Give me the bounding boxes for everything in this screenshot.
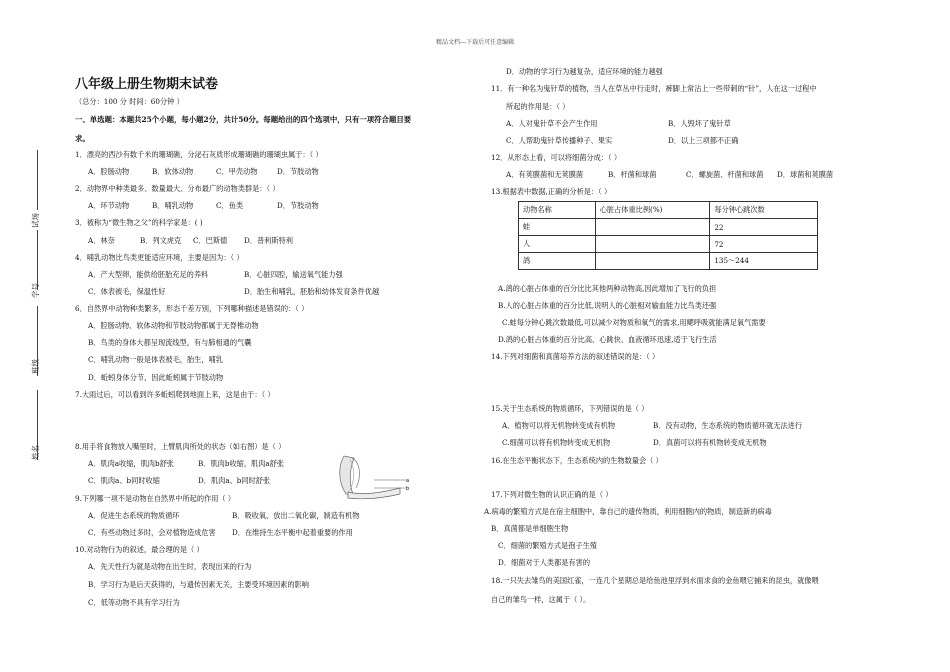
binding-line: [37, 230, 38, 290]
data-table: [518, 201, 818, 270]
table-cell: 鸽: [519, 253, 596, 270]
figure-label-b: b: [406, 486, 410, 492]
table-cell: 135～244: [710, 253, 818, 270]
question-stem: 4．哺乳动物比鸟类更能适应环境，主要是因为：（ ）: [75, 253, 244, 262]
table-cell: 22: [710, 219, 818, 236]
option: B．没有动物，生态系统的物质循环就无法进行: [653, 421, 803, 430]
table-header: 动物名称: [519, 202, 596, 219]
question-stem-cont: 自己的雏鸟一样，这属于（ ）。: [491, 595, 591, 604]
option: D.鸽的心脏占体重的百分比高、心跳快、血液循环迅速,适于飞行生活: [498, 335, 717, 344]
option: B．学习行为是后天获得的，与遗传因素无关，主要受环境因素的影响: [88, 580, 309, 589]
question-stem: 10.对动物行为的叙述，最合理的是（ ）: [75, 545, 204, 554]
option: D．蚯蚓身体分节，因此蚯蚓属于节肢动物: [88, 373, 224, 382]
option: A．腔肠动物: [88, 167, 130, 176]
question-stem: 17.下列对微生物的认识正确的是（ ）: [491, 490, 613, 499]
instructions-line1: 一、单选题：本题共25个小题，每小题2分，共计50分。每题给出的四个选项中，只有一项符合题目要: [75, 115, 412, 124]
option: C．体表被毛，保温性好: [88, 287, 166, 296]
option: D．细菌对于人类都是有害的: [498, 558, 591, 567]
question-stem: 14.下列对细菌和真菌培养方法的叙述错误的是：（ ）: [491, 352, 660, 361]
option: A．环节动物: [88, 201, 130, 210]
option: D．节肢动物: [277, 167, 319, 176]
option: B．杆菌和球菌: [608, 170, 657, 179]
option: D．胎生和哺乳，胚胎和幼体发育条件优越: [244, 287, 380, 296]
option: B．软体动物: [152, 167, 194, 176]
question-stem: 15.关于生态系统的物质循环，下列错误的是（ ）: [491, 404, 649, 413]
option: C．鱼类: [216, 201, 244, 210]
option: A．植物可以将无机物转变成有机物: [502, 421, 616, 430]
option: B．列文虎克: [140, 236, 182, 245]
option: D．以上三项都不正确: [668, 136, 739, 145]
question-stem: 8.用手将食物放入嘴里时，上臂肌肉所处的状态（如右图）是（ ）: [75, 442, 286, 451]
option: C．肌肉a、b同时收缩: [88, 476, 160, 485]
option: D．在维持生态平衡中起着重要的作用: [232, 528, 353, 537]
option: B．人毁坏了鬼针草: [668, 119, 731, 128]
question-stem-cont: 所起的作用是：（ ）: [506, 102, 570, 111]
option: C．哺乳动物一般是体表被毛，胎生，哺乳: [88, 355, 223, 364]
binding-line: [37, 150, 38, 210]
page-title: 八年级上册生物期末试卷: [75, 77, 219, 92]
option: B.人的心脏占体重的百分比低,说明人的心脏相对输血能力比鸟类还强: [498, 301, 717, 310]
option: A.病毒的繁殖方式是在宿主细胞中，靠自己的遗传物质，利用细胞内的物质，制造新的病毒: [484, 507, 772, 516]
question-stem: 2．动物界中种类最多、数量最大、分布最广的动物类群是：（ ）: [75, 184, 280, 193]
option: D．球菌和荚膜菌: [777, 170, 834, 179]
question-stem: 13.根据表中数据,正确的分析是：（ ）: [491, 187, 612, 196]
table-cell: 人: [519, 236, 596, 253]
side-label-exam-room: 试场: [31, 213, 40, 228]
exam-meta: （总分：100 分 时间：60分钟 ）: [75, 97, 184, 106]
option: A．人对鬼针草不会产生作用: [506, 119, 598, 128]
option: A．促进生态系统的物质循环: [88, 511, 180, 520]
option: B．真菌都是单细胞生物: [491, 524, 569, 533]
option: C．有些动物过多时，会对植物造成危害: [88, 528, 216, 537]
option: C．人帮助鬼针草传播种子、果实: [506, 136, 613, 145]
option: C．低等动物不具有学习行为: [88, 598, 180, 607]
option: D．真菌可以将有机物转变成无机物: [653, 438, 767, 447]
question-stem: 6．自然界中动物种类繁多，形态千差万别，下列哪种描述是错误的：（ ）: [75, 304, 309, 313]
table-header: 心脏占体重比例(%): [595, 202, 710, 219]
table-cell: 蛙: [519, 219, 596, 236]
question-stem: 12．从形态上看，可以将细菌分成：（ ）: [491, 153, 622, 162]
option: D．肌肉a、b同时舒张: [198, 476, 271, 485]
option: B．哺乳动物: [152, 201, 194, 210]
option: C.蛙每分钟心跳次数最低,可以减少对物质和氧气的需求,用鳃呼吸就能满足氧气需要: [502, 318, 766, 327]
figure-label-a: a: [406, 478, 410, 484]
question-stem: 7.大雨过后，可以看到许多蚯蚓爬到地面上来，这是由于：（ ）: [75, 390, 275, 399]
option: C．甲壳动物: [216, 167, 258, 176]
option: B．鸟类的身体大都呈现流线型，有与肺相通的气囊: [88, 338, 252, 347]
option: D．普利斯特利: [244, 236, 293, 245]
question-stem: 18.一只失去雏鸟的美国红雀，一连几个星期总是给鱼池里浮到水面求食的金鱼喂它捕来的昆虫，就像喂: [491, 576, 819, 585]
table-cell: [595, 253, 710, 270]
side-label-class: 班级: [31, 359, 40, 374]
side-label-student-number: 学号: [31, 283, 40, 298]
page-header: 精品文档---下载后可任意编辑: [436, 39, 515, 46]
question-stem: 1．漂亮的西沙有数千米的珊瑚礁，分泌石灰质形成珊瑚礁的珊瑚虫属于：（ ）: [75, 150, 323, 159]
option: C．螺旋菌、杆菌和球菌: [686, 170, 764, 179]
option: C．细菌的繁殖方式是孢子生殖: [498, 541, 597, 550]
arm-muscle-figure: [334, 452, 410, 502]
table-cell: [595, 236, 710, 253]
table-header: 每分钟心跳次数: [710, 202, 818, 219]
question-stem: 3．被称为“微生物之父”的科学家是：( ): [75, 218, 203, 227]
option: A．产大型卵，能供给胚胎充足的养料: [88, 270, 209, 279]
question-stem: 16.在生态平衡状态下，生态系统内的生物数量会（ ）: [491, 456, 663, 465]
option: C.细菌可以将有机物转变成无机物: [502, 438, 611, 447]
instructions-line2: 求。: [75, 134, 90, 143]
option: B．吸收氧、放出二氧化碳，制造有机物: [232, 511, 360, 520]
question-stem: 11．有一种名为鬼针草的植物，当人在草丛中行走时，裤脚上常沾上一些带刺的“针”，人在这一过程中: [491, 84, 817, 93]
table-cell: 72: [710, 236, 818, 253]
option: A．有荚膜菌和无荚膜菌: [506, 170, 584, 179]
option: A．林奈: [88, 236, 115, 245]
option: C．巴斯德: [193, 236, 228, 245]
option: D．动物的学习行为越复杂，适应环境的能力越强: [506, 67, 663, 76]
option: D．节肢动物: [277, 201, 319, 210]
option: A.鸽的心脏占体重的百分比比其他两种动物高,因此增加了飞行的负担: [498, 284, 717, 293]
table-cell: [595, 219, 710, 236]
side-label-name: 姓名: [31, 445, 40, 460]
option: A．腔肠动物、软体动物和节肢动物都属于无脊椎动物: [88, 321, 259, 330]
option: A．肌肉a收缩，肌肉b舒张: [88, 459, 174, 468]
option: B．心脏四腔，输送氧气能力强: [244, 270, 343, 279]
question-stem: 9.下列哪一项不是动物在自然界中所起的作用（ ）: [75, 494, 236, 503]
option: A．先天性行为就是动物在出生时，表现出来的行为: [88, 562, 252, 571]
option: B．肌肉b收缩，肌肉a舒张: [198, 459, 285, 468]
